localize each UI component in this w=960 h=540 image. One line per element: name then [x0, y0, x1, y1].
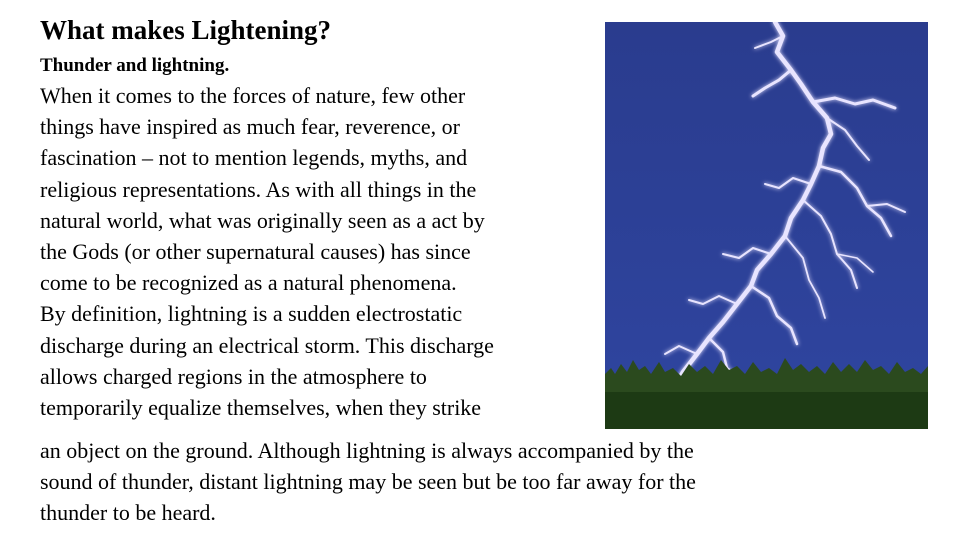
text-line: things have inspired as much fear, reverence, or	[40, 114, 460, 140]
text-line: the Gods (or other supernatural causes) has since	[40, 239, 471, 265]
lightning-photo-icon	[605, 22, 928, 429]
text-line: thunder to be heard.	[40, 500, 216, 526]
text-line: When it comes to the forces of nature, few other	[40, 83, 466, 108]
text-line: sound of thunder, distant lightning may be seen but be too far away for the	[40, 469, 696, 495]
text-line: religious representations. As with all things in the	[40, 176, 477, 202]
text-line: fascination – not to mention legends, myths, and	[40, 145, 468, 171]
text-line: temporarily equalize themselves, when they strike	[40, 395, 482, 421]
body-text-bottom	[40, 435, 940, 529]
text-line: allows charged regions in the atmosphere to	[40, 363, 427, 389]
text-line: natural world, what was originally seen as a act by	[40, 207, 485, 233]
text-line: By definition, lightning is a sudden electrostatic	[40, 301, 463, 327]
body-text-top	[40, 80, 600, 423]
text-line: come to be recognized as a natural phenomena.	[40, 270, 457, 296]
text-line: an object on the ground. Although lightning is always accompanied by the	[40, 438, 694, 463]
text-line: discharge during an electrical storm. This discharge	[40, 332, 494, 358]
slide-title: What makes Lightening?	[40, 15, 332, 45]
slide-subtitle: Thunder and lightning.	[40, 55, 230, 76]
